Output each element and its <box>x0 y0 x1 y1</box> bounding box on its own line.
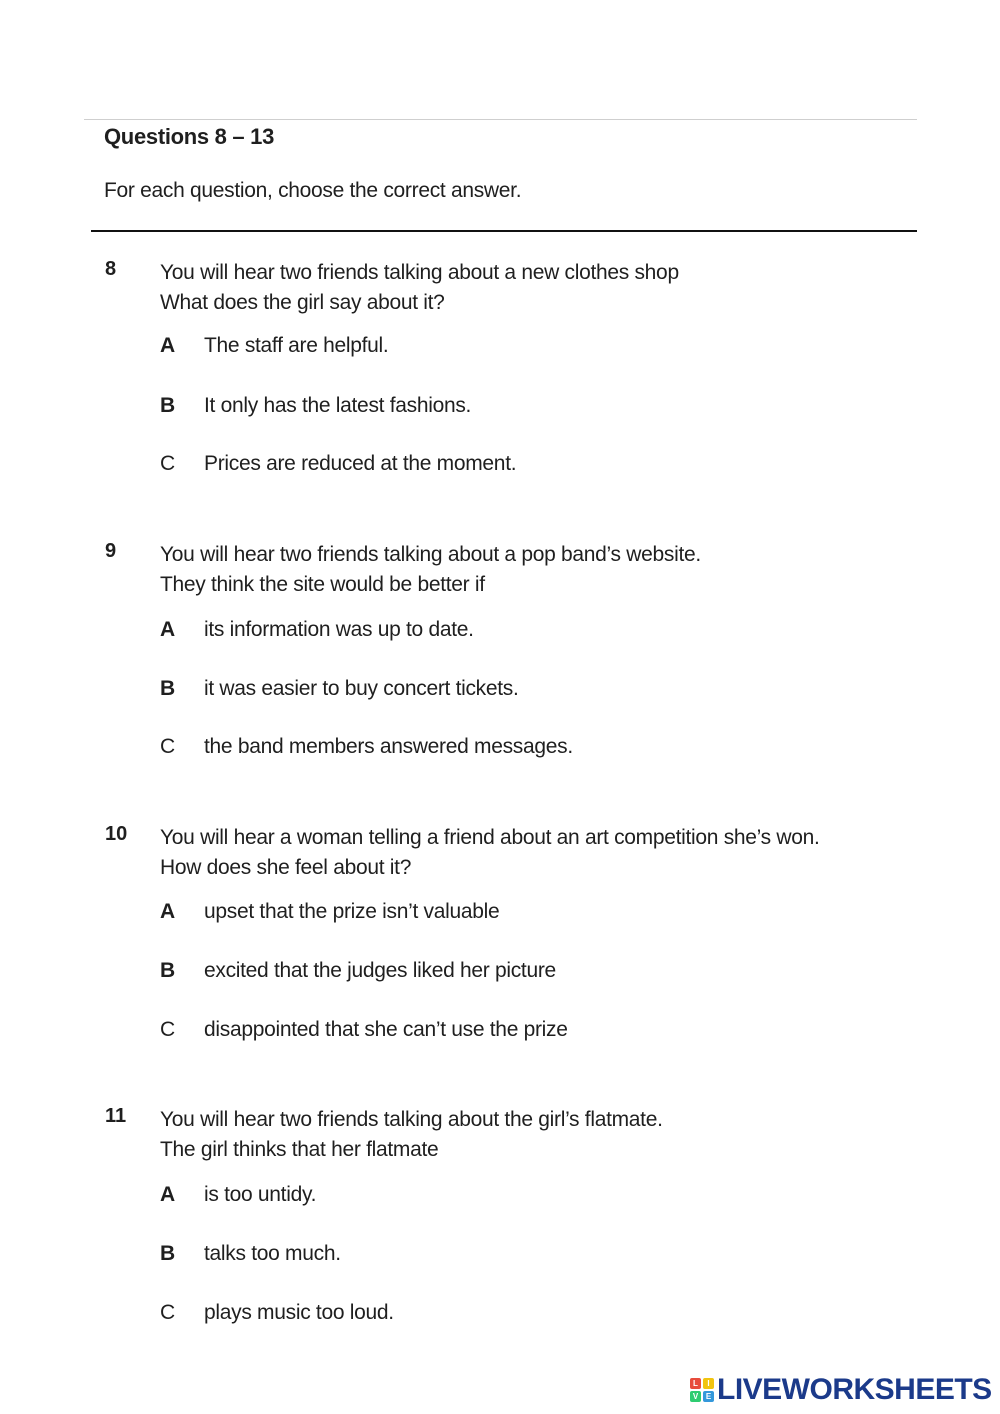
option-letter: B <box>160 394 175 417</box>
option-letter: B <box>160 677 175 700</box>
question-number: 11 <box>105 1105 127 1127</box>
question-line-1: You will hear a woman telling a friend about an art competition she’s won. <box>160 826 820 849</box>
option-text: excited that the judges liked her picture <box>204 959 556 982</box>
option-text: The staff are helpful. <box>204 334 389 357</box>
option-letter: B <box>160 959 175 982</box>
option-text: is too untidy. <box>204 1183 317 1206</box>
question-prompt <box>160 258 679 318</box>
option-8-b[interactable] <box>160 394 471 418</box>
question-line-1: You will hear two friends talking about a new clothes shop <box>160 261 679 284</box>
option-text: disappointed that she can’t use the prize <box>204 1018 568 1041</box>
option-10-b[interactable] <box>160 959 556 983</box>
question-prompt <box>160 823 820 883</box>
option-10-c[interactable] <box>160 1018 568 1042</box>
question-prompt <box>160 540 701 600</box>
top-divider <box>84 119 917 120</box>
question-line-2: How does she feel about it? <box>160 856 412 879</box>
question-number: 8 <box>105 258 117 280</box>
option-8-c[interactable] <box>160 452 516 476</box>
option-letter: A <box>160 618 175 641</box>
option-text: its information was up to date. <box>204 618 474 641</box>
liveworksheets-logo[interactable] <box>690 1372 992 1408</box>
logo-text: LIVEWORKSHEETS <box>717 1373 992 1406</box>
question-line-2: What does the girl say about it? <box>160 291 445 314</box>
option-8-a[interactable] <box>160 334 388 358</box>
question-line-2: They think the site would be better if <box>160 573 485 596</box>
option-letter: A <box>160 900 175 923</box>
option-text: Prices are reduced at the moment. <box>204 452 517 475</box>
option-10-a[interactable] <box>160 900 499 924</box>
logo-cell: E <box>703 1391 714 1402</box>
option-letter: B <box>160 1242 175 1265</box>
question-line-2: The girl thinks that her flatmate <box>160 1138 439 1161</box>
option-11-c[interactable] <box>160 1301 394 1325</box>
logo-cell: L <box>690 1378 701 1389</box>
option-letter: C <box>160 452 175 475</box>
option-letter: A <box>160 1183 175 1206</box>
option-11-b[interactable] <box>160 1242 341 1266</box>
option-11-a[interactable] <box>160 1183 316 1207</box>
question-prompt <box>160 1105 663 1165</box>
option-letter: C <box>160 1018 175 1041</box>
question-line-1: You will hear two friends talking about a pop band’s website. <box>160 543 701 566</box>
section-divider <box>91 230 917 232</box>
option-text: plays music too loud. <box>204 1301 394 1324</box>
option-letter: C <box>160 735 175 758</box>
option-letter: C <box>160 1301 175 1324</box>
logo-cell: V <box>690 1391 701 1402</box>
question-line-1: You will hear two friends talking about the girl’s flatmate. <box>160 1108 663 1131</box>
logo-mark-icon <box>690 1378 714 1402</box>
option-text: the band members answered messages. <box>204 735 573 758</box>
section-title: Questions 8 – 13 <box>104 124 275 149</box>
option-9-b[interactable] <box>160 677 519 701</box>
option-text: it was easier to buy concert tickets. <box>204 677 519 700</box>
logo-cell: I <box>703 1378 714 1389</box>
option-text: talks too much. <box>204 1242 341 1265</box>
question-number: 9 <box>105 540 117 562</box>
option-text: upset that the prize isn’t valuable <box>204 900 500 923</box>
option-letter: A <box>160 334 175 357</box>
question-number: 10 <box>105 823 128 845</box>
option-9-c[interactable] <box>160 735 573 759</box>
option-text: It only has the latest fashions. <box>204 394 472 417</box>
option-9-a[interactable] <box>160 618 474 642</box>
instruction-text: For each question, choose the correct answer. <box>104 179 522 202</box>
